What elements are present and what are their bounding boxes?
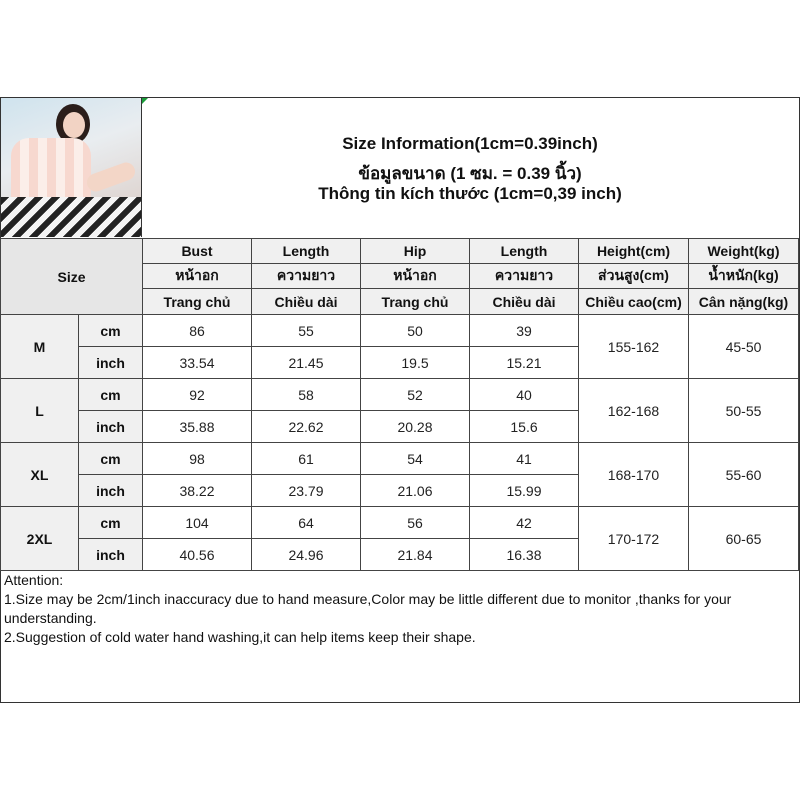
cell-hip-inch: 21.06 xyxy=(361,475,470,507)
cell-bust-inch: 35.88 xyxy=(143,411,252,443)
col-height-th: ส่วนสูง(cm) xyxy=(579,264,689,289)
size-name-2xl: 2XL xyxy=(1,507,79,571)
unit-cm: cm xyxy=(79,315,143,347)
title-vietnamese: Thông tin kích thước (1cm=0,39 inch) xyxy=(318,184,622,203)
cell-length-inch: 22.62 xyxy=(252,411,361,443)
size-name-xl: XL xyxy=(1,443,79,507)
attention-line-3: 2.Suggestion of cold water hand washing,it can help items keep their shape. xyxy=(4,629,476,645)
cell-weight: 55-60 xyxy=(689,443,799,507)
col-length-en: Length xyxy=(252,239,361,264)
title-english: Size Information(1cm=0.39inch) xyxy=(342,134,598,153)
cell-length-cm: 64 xyxy=(252,507,361,539)
table-row xyxy=(1,507,799,539)
model-face xyxy=(63,112,85,138)
cell-weight: 60-65 xyxy=(689,507,799,571)
cell-height: 162-168 xyxy=(579,379,689,443)
cell-hip-cm: 52 xyxy=(361,379,470,411)
title-thai: ข้อมูลขนาด (1 ซม. = 0.39 นิ้ว) xyxy=(358,164,582,183)
unit-inch: inch xyxy=(79,347,143,379)
product-photo xyxy=(1,98,142,237)
col-hip-en: Hip xyxy=(361,239,470,264)
cell-hip-inch: 19.5 xyxy=(361,347,470,379)
size-name-m: M xyxy=(1,315,79,379)
size-chart xyxy=(0,97,799,702)
table-row xyxy=(1,315,799,347)
cell-length2-inch: 15.21 xyxy=(470,347,579,379)
col-length-vi: Chiều dài xyxy=(252,289,361,315)
size-header: Size xyxy=(1,239,143,315)
cell-length2-inch: 16.38 xyxy=(470,539,579,571)
cell-bust-inch: 40.56 xyxy=(143,539,252,571)
col-length2-th: ความยาว xyxy=(470,264,579,289)
cell-length2-cm: 40 xyxy=(470,379,579,411)
cell-length2-inch: 15.6 xyxy=(470,411,579,443)
cell-height: 170-172 xyxy=(579,507,689,571)
col-length2-vi: Chiều dài xyxy=(470,289,579,315)
cell-length-inch: 24.96 xyxy=(252,539,361,571)
unit-inch: inch xyxy=(79,475,143,507)
col-bust-vi: Trang chủ xyxy=(143,289,252,315)
cell-length-inch: 21.45 xyxy=(252,347,361,379)
cell-bust-cm: 92 xyxy=(143,379,252,411)
col-hip-th: หน้าอก xyxy=(361,264,470,289)
model-leg xyxy=(84,160,137,194)
striped-blanket xyxy=(1,197,141,237)
cell-bust-cm: 86 xyxy=(143,315,252,347)
cell-hip-cm: 54 xyxy=(361,443,470,475)
cell-weight: 50-55 xyxy=(689,379,799,443)
attention-line-1: 1.Size may be 2cm/1inch inaccuracy due to hand measure,Color may be little different due to monitor ,thanks for your xyxy=(4,591,732,607)
unit-cm: cm xyxy=(79,443,143,475)
table-row xyxy=(1,379,799,411)
cell-length2-cm: 41 xyxy=(470,443,579,475)
cell-bust-cm: 98 xyxy=(143,443,252,475)
attention-line-2: understanding. xyxy=(4,610,97,626)
cell-height: 168-170 xyxy=(579,443,689,507)
cell-length2-cm: 42 xyxy=(470,507,579,539)
cell-bust-inch: 33.54 xyxy=(143,347,252,379)
cell-hip-inch: 21.84 xyxy=(361,539,470,571)
col-weight-th: น้ำหนัก(kg) xyxy=(689,264,799,289)
col-length-th: ความยาว xyxy=(252,264,361,289)
cell-length-inch: 23.79 xyxy=(252,475,361,507)
cell-weight: 45-50 xyxy=(689,315,799,379)
col-hip-vi: Trang chủ xyxy=(361,289,470,315)
cell-length-cm: 55 xyxy=(252,315,361,347)
unit-cm: cm xyxy=(79,507,143,539)
attention-heading: Attention: xyxy=(4,572,64,588)
cell-height: 155-162 xyxy=(579,315,689,379)
col-weight-en: Weight(kg) xyxy=(689,239,799,264)
col-bust-th: หน้าอก xyxy=(143,264,252,289)
cell-hip-inch: 20.28 xyxy=(361,411,470,443)
size-table xyxy=(0,238,799,571)
cell-bust-cm: 104 xyxy=(143,507,252,539)
cell-hip-cm: 50 xyxy=(361,315,470,347)
unit-cm: cm xyxy=(79,379,143,411)
title-block xyxy=(142,98,798,237)
attention-notes xyxy=(4,571,794,647)
col-bust-en: Bust xyxy=(143,239,252,264)
cell-length2-cm: 39 xyxy=(470,315,579,347)
col-length2-en: Length xyxy=(470,239,579,264)
cell-length-cm: 58 xyxy=(252,379,361,411)
table-row xyxy=(1,443,799,475)
cell-length-cm: 61 xyxy=(252,443,361,475)
col-height-vi: Chiều cao(cm) xyxy=(579,289,689,315)
cell-length2-inch: 15.99 xyxy=(470,475,579,507)
size-name-l: L xyxy=(1,379,79,443)
col-height-en: Height(cm) xyxy=(579,239,689,264)
header-row-english xyxy=(1,239,799,264)
unit-inch: inch xyxy=(79,539,143,571)
cell-hip-cm: 56 xyxy=(361,507,470,539)
col-weight-vi: Cân nặng(kg) xyxy=(689,289,799,315)
unit-inch: inch xyxy=(79,411,143,443)
cell-bust-inch: 38.22 xyxy=(143,475,252,507)
